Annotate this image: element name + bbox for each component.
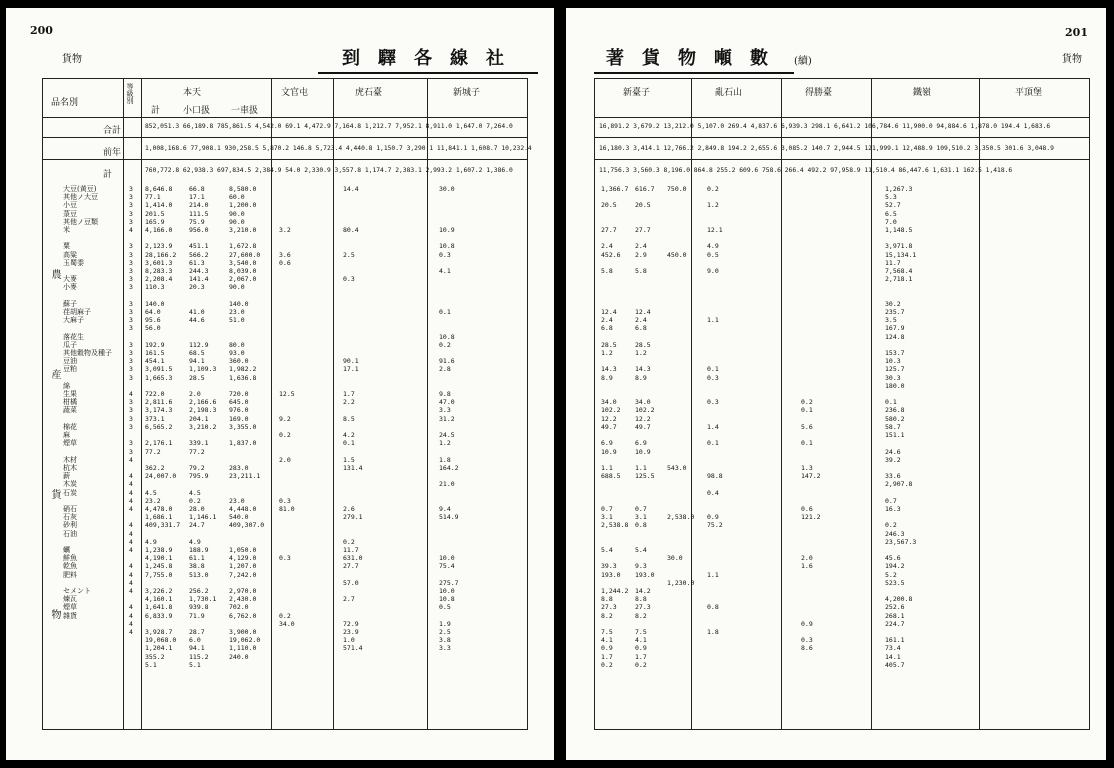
station-header: 虎石臺 <box>355 88 383 98</box>
section-label: 貨 <box>49 489 60 499</box>
page-number: 201 <box>1065 26 1088 39</box>
col-shindaishi-total: 1,366.7 20.5 27.7 2.4 452.6 5.8 12.4 2.4 6.8 28.5 1.2 14.3 8.9 34.0 102.2 12.2 49.7 6.9 10.9 1.1 688.5 0.7 3.1 2,538.8 5.4 39.3 193.0 1,244.2 8.8 27.3 8.2 7.5 4.1 0.9 1.7 0.2 <box>601 185 629 669</box>
station-header: 平頂堡 <box>1015 88 1043 98</box>
prev-year-row: 16,180.3 3,414.1 12,766.2 2,849.8 194.2 2,655.6 3,085.2 140.7 2,944.5 121,999.1 12,488.9 109,510.2 3,350.5 301.6 3,048.9 <box>599 145 1054 152</box>
item-names: 大豆(黄豆) 其他ノ大豆 小豆 菉豆 其他ノ豆類 米 粟 高粱 玉蜀黍 大麥 小麥 蘇子 荏胡麻子 大麻子 落花生 瓜子 其他穀物及種子 豆油 豆粕 綿 生果 柑橘 蔬菜 棉花 麻 煙草 木材 杭木 薪 木炭 石炭 硝石 石灰 砂利 石油 蠣 鮮魚 乾魚 肥料 セメント 煉瓦 煙草 雜貨 <box>63 185 112 620</box>
prev-year-label: 前年 <box>103 148 122 158</box>
station-header: 本天 <box>183 88 202 98</box>
right-page <box>566 8 1106 760</box>
title-note: (續) <box>794 56 812 67</box>
page-number: 200 <box>30 24 53 37</box>
col-shindaishi-car: 750.0 450.0 543.0 2,538.0 30.0 1,230.0 <box>667 185 695 587</box>
col-shindaishi-small: 616.7 20.5 27.7 2.4 2.9 5.8 12.4 2.4 6.8 28.5 1.2 14.3 8.9 34.0 102.2 12.2 49.7 6.9 10.9 1.1 125.5 0.7 3.1 0.8 5.4 9.3 193.0 14.2 8.8 27.3 8.2 7.5 4.1 0.9 1.7 0.2 <box>635 185 655 669</box>
col-honten-car: 8,580.0 60.0 1,200.0 90.0 90.0 3,210.0 1,672.8 27,600.0 3,540.0 8,039.0 2,067.0 90.0 140.0 23.0 51.0 80.0 93.0 360.0 1,982.2 1,636.8 720.0 645.0 976.0 169.0 3,355.0 1,837.0 283.0 23,211.1 23.0 4,448.0 540.0 409,307.0 1,050.0 4,129.0 1,207.0 7,242.0 2,970.0 2,430.0 702.0 6,762.0 3,900.0 19,062.0 1,110.0 240.0 <box>229 185 265 661</box>
col-honten-small: 66.8 17.1 214.0 111.5 75.9 956.0 451.1 566.2 61.3 244.3 141.4 20.3 41.0 44.6 112.9 68.5 94.1 1,109.3 28.5 2.0 2,166.6 2,198.3 204.1 3,210.2 339.1 77.2 79.2 795.9 4.5 0.2 28.0 1,146.1 24.7 4.9 188.9 61.1 38.8 513.0 256.2 1,730.1 939.8 71.9 28.7 6.0 94.1 115.2 5.1 <box>189 185 217 669</box>
header-class: 等級別 <box>126 83 134 104</box>
data-table <box>594 78 1090 730</box>
subcol-header: 小口扱 <box>183 106 211 116</box>
subcol-header: 計 <box>151 106 161 116</box>
station-header: 新臺子 <box>623 88 651 98</box>
total-row: 16,891.2 3,679.2 13,212.0 5,107.0 269.4 4,837.6 6,939.3 298.1 6,641.2 106,784.6 11,900.0 94,884.6 1,878.0 194.4 1,683.6 <box>599 123 1051 130</box>
title-rule <box>594 72 794 74</box>
class-column: 3 3 3 3 3 4 3 3 3 3 3 3 3 3 3 3 3 3 3 3 3 4 3 3 3 3 3 3 4 4 4 4 4 4 4 4 4 4 4 4 4 4 4 4 4 4 <box>129 185 133 636</box>
header-item-name: 品名別 <box>51 98 79 108</box>
col-honten-total: 8,646.8 77.1 1,414.0 201.5 165.9 4,166.0 2,123.9 28,166.2 3,601.3 8,283.3 2,208.4 110.3 140.0 64.0 95.6 56.0 192.9 161.5 454.1 3,091.5 1,665.3 722.0 2,811.6 3,174.3 373.1 6,565.2 2,176.1 77.2 362.2 24,007.0 4.5 23.2 4,478.0 1,686.1 409,331.7 4.9 1,238.9 4,190.1 1,245.8 7,755.0 3,226.2 4,160.1 1,641.8 6,833.9 3,928.7 19,068.0 1,204.1 355.2 5.1 <box>145 185 181 669</box>
col-shinjoshi: 30.0 10.9 10.8 0.3 4.1 0.1 10.8 0.2 91.6 2.8 9.8 47.0 3.3 31.2 24.5 1.2 1.8 164.2 21.0 9.4 514.9 10.0 75.4 275.7 10.0 10.8 0.5 1.9 2.5 3.8 3.3 <box>439 185 459 653</box>
prev-year-row: 1,008,168.6 77,908.1 930,258.5 5,870.2 146.8 5,723.4 4,440.8 1,150.7 3,290.1 11,841.1 1,608.7 10,232.4 <box>145 145 532 152</box>
page-title: 到驛各線社 <box>342 48 522 69</box>
subtotal-label: 計 <box>103 170 113 180</box>
station-header: 得勝臺 <box>805 88 833 98</box>
station-header: 新城子 <box>453 88 481 98</box>
data-table <box>42 78 532 730</box>
left-page <box>6 8 554 760</box>
col-tokushodai: 0.2 0.1 5.6 0.1 1.3 147.2 0.6 121.2 2.0 1.6 0.9 0.3 8.6 <box>801 398 821 653</box>
col-tetsurei: 1,267.3 5.3 52.7 6.5 7.0 1,148.5 3,971.8 15,134.1 11.7 7,568.4 2,718.1 30.2 235.7 3.5 167.9 124.8 153.7 10.3 125.7 30.3 180.0 0.1 236.8 580.2 58.7 151.1 24.6 39.2 33.6 2,907.8 0.7 16.3 0.2 246.3 23,567.3 45.6 194.2 5.2 523.5 4,200.8 252.6 268.1 224.7 161.1 73.4 14.1 405.7 <box>885 185 917 669</box>
total-row: 852,051.3 66,189.8 785,861.5 4,542.0 69.1 4,472.9 7,164.8 1,212.7 7,952.1 8,911.0 1,647.0 7,264.0 <box>145 123 513 130</box>
station-header: 鐵嶺 <box>913 88 932 98</box>
section-label: 農 <box>49 269 60 279</box>
section-label: 産 <box>49 369 60 379</box>
page-title: 著貨物噸數 <box>606 48 786 69</box>
station-header: 文官屯 <box>281 88 309 98</box>
title-rule <box>318 72 538 74</box>
col-ranshekisan: 0.2 1.2 12.1 4.9 0.5 9.0 1.1 0.1 0.3 0.3 1.4 0.1 98.8 0.4 0.9 75.2 1.1 0.8 1.8 <box>707 185 723 636</box>
section-label: 物 <box>49 609 60 619</box>
total-label: 合計 <box>103 126 122 136</box>
col-kosekidai: 14.4 80.4 2.5 0.3 90.1 17.1 1.7 2.2 8.5 4.2 0.1 1.5 131.4 2.6 279.1 0.2 11.7 631.0 27.7 57.0 2.7 72.9 23.9 1.0 571.4 <box>343 185 363 653</box>
subtotal-row: 11,756.3 3,560.3 8,196.0 864.8 255.2 609.6 758.6 266.4 492.2 97,958.9 11,510.4 86,447.6 1,631.1 162.5 1,418.6 <box>599 167 1013 174</box>
col-bunkanton: 3.2 3.6 0.6 12.5 9.2 0.2 2.0 0.3 81.0 0.3 0.2 34.0 <box>279 226 295 628</box>
subcol-header: 一車扱 <box>231 106 259 116</box>
station-header: 亂石山 <box>715 88 743 98</box>
running-head: 貨物 <box>62 54 82 65</box>
running-head: 貨物 <box>1062 54 1082 65</box>
subtotal-row: 760,772.8 62,938.3 697,834.5 2,384.9 54.0 2,330.9 3,557.8 1,174.7 2,383.1 2,993.2 1,607.2 1,386.0 <box>145 167 513 174</box>
